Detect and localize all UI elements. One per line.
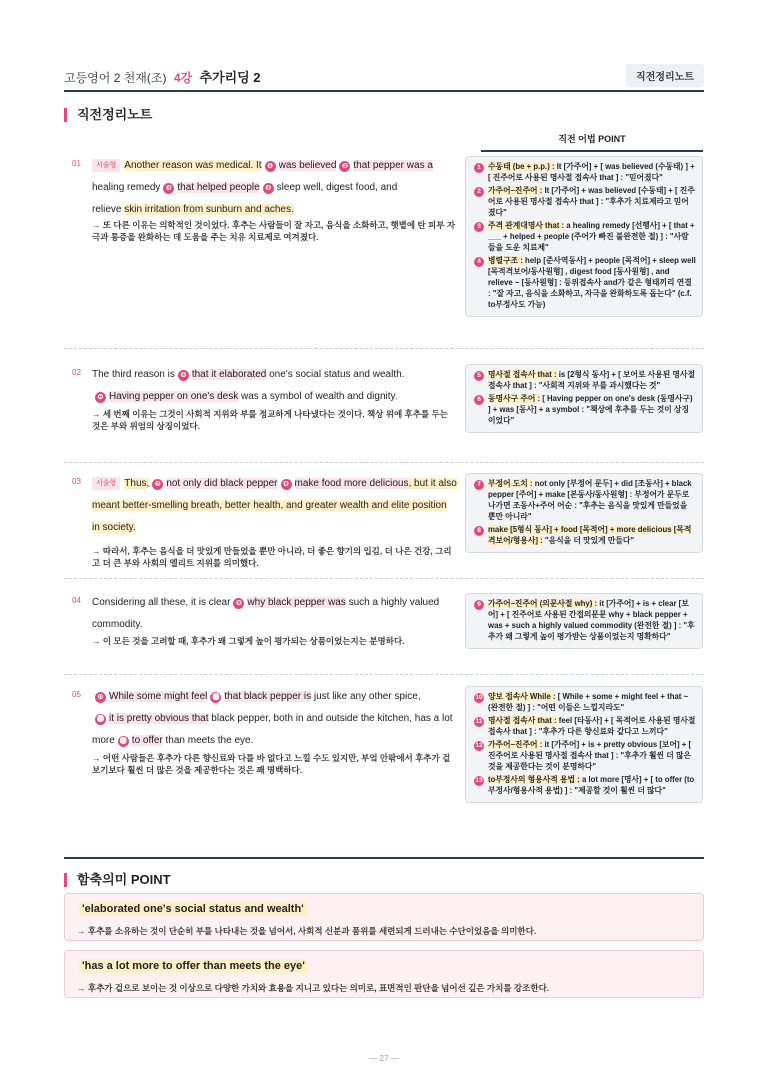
point-marker: ❷	[339, 161, 350, 172]
point-marker: ❽	[281, 479, 292, 490]
grammar-point-box	[465, 473, 703, 553]
grammar-point: 6 동명사구 주어 : [ Having pepper on one's desk (동명사구) ] + was [동사] + a symbol : "책상에 후추를 두는 것이 상징이었다"	[474, 393, 696, 426]
korean-translation: → 어떤 사람들은 후추가 다른 향신료와 다를 바 없다고 느낄 수도 있지만, 부엌 안팎에서 후추가 겉보기보다 훨씬 더 많은 것을 제공한다는 것은 꽤 명백하다.	[92, 753, 451, 775]
implication-description: → 후추를 소유하는 것이 단순히 부를 나타내는 것을 넘어서, 사회적 신분과 품위를 세련되게 드러내는 수단이었음을 의미한다.	[77, 926, 537, 936]
grammar-point-box	[465, 156, 703, 317]
entry-number: 05	[72, 690, 81, 699]
grammar-point: 13 to부정사의 형용사적 용법 : a lot more [명사] + [ to offer (to부정사/형용사적 용법) ] : "제공할 것이 훨씬 더 많다"	[475, 775, 695, 795]
english-sentence: 서술형 Another reason was medical. It ❶ was believed ❷ that pepper was a healing remedy ❸ that helped people ❹ sleep well, digest food, and relieve skin irritation from sunburn and aches.	[92, 160, 433, 215]
grammar-point: 5 명사절 접속사 that : is [2형식 동사] + [ 보어로 사용된 명사절 접속사 that ] : "사회적 지위와 부를 과시했다는 것"	[474, 369, 696, 391]
grammar-point-box	[465, 593, 703, 649]
korean-translation: → 이 모든 것을 고려할 때, 후추가 왜 그렇게 높이 평가되는 상품이었는지는 분명하다.	[92, 636, 405, 646]
grammar-point-box	[465, 686, 703, 803]
lesson-title: 추가리딩 2	[199, 70, 261, 85]
grammar-point: 10 양보 접속사 While : [ While + some + might feel + that ~ (완전한 절) ] : "어떤 이들은 느낄지라도"	[475, 692, 689, 712]
lesson-number: 4강	[173, 71, 193, 85]
point-marker: ❾	[233, 598, 244, 609]
essay-tag: 서술형	[92, 159, 120, 172]
essay-tag: 서술형	[92, 477, 120, 490]
entry-number: 01	[72, 159, 81, 168]
grammar-point: 11 명사절 접속사 that : feel [타동사] + [ 목적어로 사용된 명사절 접속사 that ] : "후추가 다른 향신료와 같다고 느끼다"	[475, 716, 696, 736]
divider	[64, 348, 704, 349]
implication-phrase: 'has a lot more to offer than meets the eye'	[79, 959, 308, 973]
english-sentence: ❿ While some might feel ⓫ that black pepper is just like any other spice, ⓬ it is pretty obvious that black pepper, both in and outside the kitchen, has a lot more ⓭ to offer than meets the eye.	[92, 691, 453, 746]
point-marker: ❻	[95, 392, 106, 403]
grammar-point: 4 병렬구조 : help [준사역동사] + people [목적어] + sleep well [목적격보어/동사원형] , digest food [동사원형] , and relieve ~ [동사원형] : 등위접속사 and가 같은 형태끼리 연결 : "잘 자고, 음식을 소화하고, 자극을 완화하도록 돕는다" (c.f. to부정사도 가능)	[474, 255, 696, 310]
korean-translation: → 또 다른 이유는 의학적인 것이었다. 후추는 사람들이 잘 자고, 음식을 소화하고, 햇볕에 탄 피부 자극과 통증을 완화하는 데 도움을 주는 치유 치료제로 여겨졌다.	[92, 220, 456, 242]
point-marker: ❹	[263, 183, 274, 194]
point-marker: ❸	[163, 183, 174, 194]
grammar-point: 1 수동태 (be + p.p.) : It [가주어] + [ was believed (수동태) ] + [ 진주어로 사용된 명사절 접속사 that ] : "믿어졌다"	[474, 161, 696, 183]
implication-card	[64, 893, 704, 941]
point-marker: ⓬	[97, 716, 104, 723]
grammar-point: 2 가주어–진주어 : It [가주어] + was believed [수동태] + [ 진주어로 사용된 명사절 접속사 that ] : "후추가 치료제라고 믿어졌다"	[474, 185, 696, 218]
entry-number: 03	[72, 477, 81, 486]
book-info	[64, 67, 261, 86]
korean-translation: → 따라서, 후추는 음식을 더 맛있게 만들었을 뿐만 아니라, 더 좋은 향기의 입김, 더 나은 건강, 그리고 더 큰 부와 사회의 엘리트 지위를 의미했다.	[92, 546, 452, 568]
english-sentence: The third reason is ❺ that it elaborated one's social status and wealth. ❻ Having pepper on one's desk was a symbol of wealth and dignity.	[92, 369, 405, 402]
divider	[64, 674, 704, 675]
grammar-point: 3 주격 관계대명사 that : a healing remedy [선행사] + [ that + ___ + helped + people (주어가 빠진 불완전한 절) ] : "사람들을 도운 치료제"	[474, 220, 696, 253]
point-marker: ⓭	[119, 738, 127, 745]
implication-description: → 후추가 겉으로 보이는 것 이상으로 다양한 가치와 효용을 지니고 있다는 의미로, 표면적인 판단을 넘어선 깊은 가치를 강조한다.	[77, 983, 550, 993]
section-divider	[64, 857, 704, 859]
point-marker: ❶	[265, 161, 276, 172]
section-title: 직전정리노트	[64, 108, 152, 122]
entry-number: 02	[72, 368, 81, 377]
page-header	[64, 64, 704, 92]
point-marker: ❿	[95, 692, 106, 703]
korean-translation: → 세 번째 이유는 그것이 사회적 지위와 부를 정교하게 나타냈다는 것이다. 책상 위에 후추를 두는 것은 부와 위엄의 상징이었다.	[92, 409, 448, 431]
header-badge: 직전정리노트	[626, 64, 704, 87]
implication-phrase: 'elaborated one's social status and wealth'	[79, 902, 307, 916]
english-sentence: Considering all these, it is clear ❾ why black pepper was such a highly valued commodity.	[92, 597, 440, 630]
points-header: 직전 어법 POINT	[481, 132, 703, 152]
grammar-point: 7 부정어 도치 : not only [부정어 문두] + did [조동사] + black pepper [주어] + make [본동사/동사원형] : 부정어가 문두로 나가면 조동사+주어 어순 : "후추는 음식을 맛있게 만들었을 뿐만 아니라"	[474, 478, 696, 522]
implication-title: 함축의미 POINT	[64, 873, 171, 887]
point-marker: ❼	[152, 479, 163, 490]
divider	[64, 578, 704, 579]
english-sentence: 서술형 Thus, ❼ not only did black pepper ❽ make food more delicious, but it also meant better-smelling breath, better health, and greater wealth and elite position in society.	[92, 478, 457, 533]
grammar-point: 9 가주어–진주어 (의문사절 why) : it [가주어] + is + clear [보어] + [ 진주어로 사용된 간접의문문 why + black pepper + was + such a highly valued commodity (완전한 절) ] : "후추가 왜 그렇게 높이 평가받는 상품이었는지 명확하다"	[474, 598, 696, 642]
entry-number: 04	[72, 596, 81, 605]
grammar-point-box	[465, 364, 703, 433]
divider	[64, 462, 704, 463]
point-marker: ❺	[178, 370, 189, 381]
book-name: 고등영어 2 천재(조)	[64, 71, 167, 85]
grammar-point: 8 make [5형식 동사] + food [목적어] + more delicious [목적격보어/형용사] : "음식을 더 맛있게 만들다"	[474, 524, 696, 546]
implication-card	[64, 950, 704, 998]
grammar-point: 12 가주어–진주어 : it [가주어] + is + pretty obvious [보어] + [ 진주어로 사용된 명사절 접속사 that ] : "후추가 훨씬 더 많은 것을 제공한다는 것이 분명하다"	[475, 740, 692, 771]
page-number: — 27 —	[369, 1054, 399, 1063]
point-marker: ⓫	[212, 694, 220, 701]
